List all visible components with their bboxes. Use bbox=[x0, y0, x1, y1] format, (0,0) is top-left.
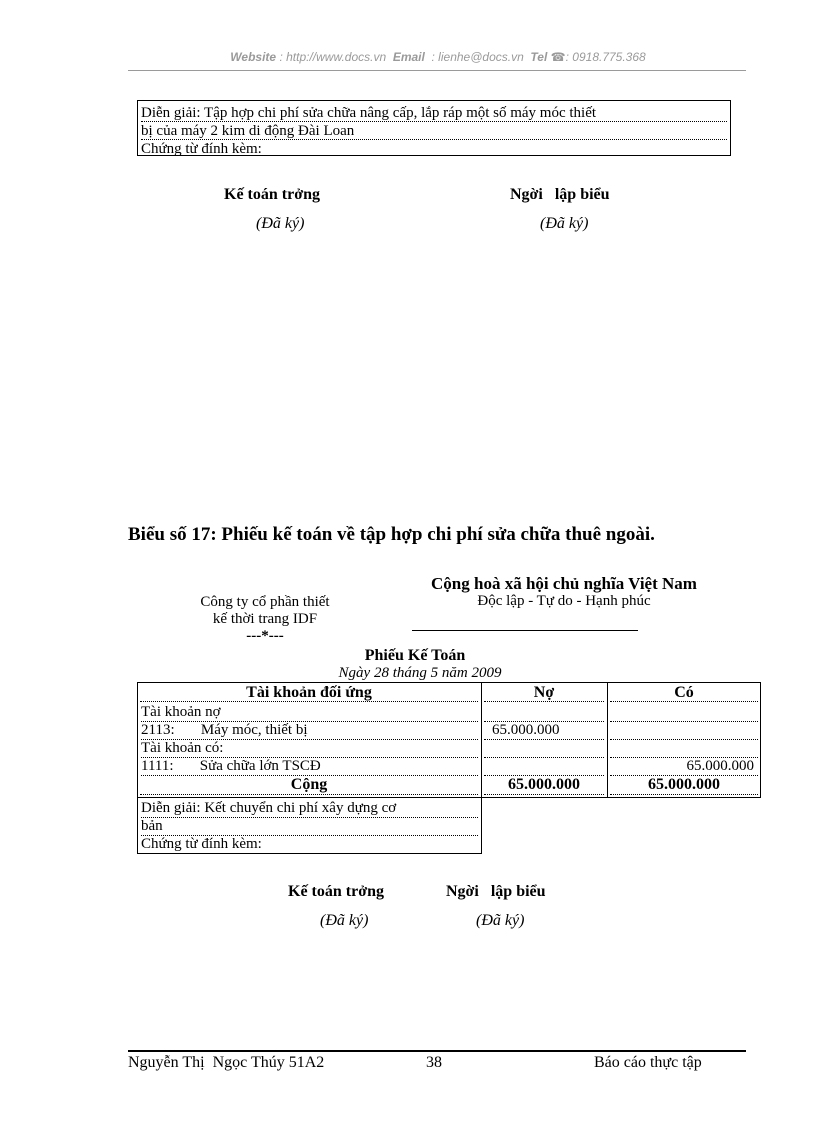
table-row-credit bbox=[610, 722, 758, 740]
company-separator: ---*--- bbox=[246, 628, 284, 644]
republic-underline bbox=[412, 630, 638, 631]
table-row-debit bbox=[484, 722, 604, 740]
table-row-credit bbox=[610, 704, 758, 722]
table-row-account: Tài khoản có: bbox=[141, 740, 478, 758]
bottom-chief-accountant-signed: (Đã ký) bbox=[320, 912, 369, 929]
col-divider-1 bbox=[481, 682, 482, 798]
table-row-credit bbox=[610, 740, 758, 758]
top-chief-accountant-signed: (Đã ký) bbox=[256, 215, 305, 232]
website-label: Website bbox=[230, 50, 277, 64]
col-header-debit: Nợ bbox=[484, 684, 604, 702]
total-debit: 65.000.000 bbox=[484, 776, 604, 795]
republic-motto: Độc lập - Tự do - Hạnh phúc bbox=[477, 593, 651, 609]
company-block bbox=[160, 594, 370, 645]
republic-title: Cộng hoà xã hội chủ nghĩa Việt Nam bbox=[431, 574, 697, 593]
table-row-debit bbox=[484, 704, 604, 722]
total-label: Cộng bbox=[140, 776, 478, 795]
col-header-credit: Có bbox=[610, 684, 758, 702]
company-line1: Công ty cổ phần thiết bbox=[200, 594, 330, 610]
email-label: Email bbox=[392, 50, 425, 64]
top-attach-line: Chứng từ đính kèm: bbox=[141, 141, 262, 157]
top-desc-line2: bị của máy 2 kim di động Đài Loan bbox=[141, 123, 727, 140]
republic-block bbox=[414, 574, 714, 610]
tel-value: : 0918.775.368 bbox=[565, 50, 646, 64]
footer-divider bbox=[128, 1050, 746, 1052]
top-description-box bbox=[137, 100, 731, 156]
website-value: : http://www.docs.vn bbox=[279, 50, 387, 64]
voucher-title: Phiếu Kế Toán bbox=[364, 647, 466, 664]
voucher-date: Ngày 28 tháng 5 năm 2009 bbox=[338, 665, 502, 681]
table-attach-line: Chứng từ đính kèm: bbox=[141, 836, 262, 852]
email-value: : lienhe@docs.vn bbox=[431, 50, 524, 64]
table-row-debit bbox=[484, 758, 604, 776]
col-divider-2 bbox=[607, 682, 608, 798]
bottom-preparer-signed: (Đã ký) bbox=[476, 912, 525, 929]
table-row-account: 2113: Máy móc, thiết bị bbox=[141, 722, 478, 740]
section-title: Biểu số 17: Phiếu kế toán về tập hợp chi phí sửa chữa thuê ngoài. bbox=[128, 524, 655, 545]
top-chief-accountant-title: Kế toán trởng bbox=[224, 186, 320, 203]
company-line2: kế thời trang IDF bbox=[212, 611, 318, 627]
footer-author: Nguyễn Thị Ngọc Thúy 51A2 bbox=[128, 1054, 325, 1071]
header-divider bbox=[128, 70, 746, 71]
bottom-chief-accountant-title: Kế toán trởng bbox=[288, 883, 384, 900]
col-header-account: Tài khoản đối ứng bbox=[140, 684, 478, 702]
bottom-preparer-title: Ngời lập biểu bbox=[446, 883, 546, 900]
footer-page-number: 38 bbox=[426, 1054, 442, 1071]
top-desc-line1: Diễn giải: Tập hợp chi phí sửa chữa nâng cấp, lắp ráp một số máy móc thiết bbox=[141, 105, 727, 122]
table-row-debit bbox=[484, 740, 604, 758]
page-header bbox=[128, 50, 748, 64]
table-row-credit: 65.000.000 bbox=[610, 758, 758, 776]
phone-icon: ☎ bbox=[550, 50, 566, 64]
table-row-account: Tài khoản nợ bbox=[141, 704, 478, 722]
total-credit: 65.000.000 bbox=[610, 776, 758, 795]
debit-value: 65.000.000 bbox=[492, 722, 560, 738]
footer-report: Báo cáo thực tập bbox=[594, 1054, 702, 1071]
top-preparer-signed: (Đã ký) bbox=[540, 215, 589, 232]
table-row-account: 1111: Sửa chữa lớn TSCĐ bbox=[141, 758, 478, 776]
top-preparer-title: Ngời lập biểu bbox=[510, 186, 610, 203]
table-desc-line2: bản bbox=[141, 818, 478, 836]
tel-label: Tel bbox=[530, 50, 548, 64]
table-desc-line1: Diễn giải: Kết chuyển chi phí xây dựng cơ bbox=[141, 800, 478, 818]
